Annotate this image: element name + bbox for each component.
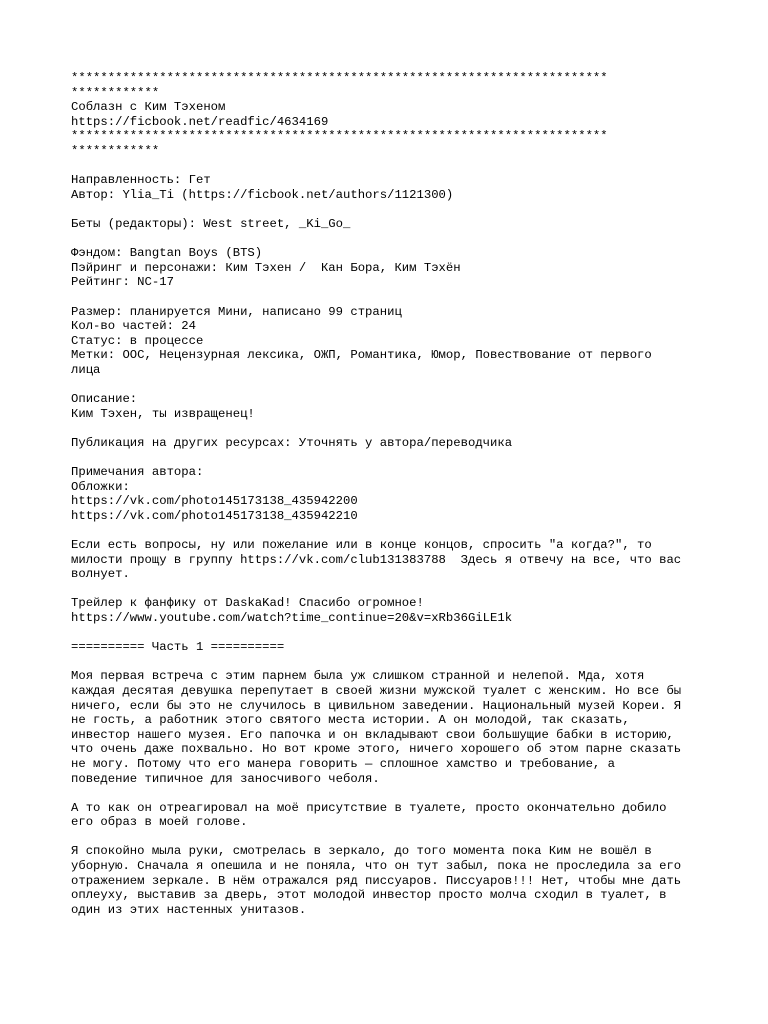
blank-line xyxy=(71,655,711,670)
text-line: Кол-во частей: 24 xyxy=(71,319,196,334)
text-line: инвестор нашего музея. Его папочка и он вкладывают свои большущие бабки в историю, xyxy=(71,727,674,742)
blank-line xyxy=(71,626,711,641)
text-line: https://www.youtube.com/watch?time_continue=20&v=xRb36GiLE1k xyxy=(71,610,513,625)
text-line: Рейтинг: NC-17 xyxy=(71,275,174,290)
text-line: А то как он отреагировал на моё присутствие в туалете, просто окончательно добило xyxy=(71,800,667,815)
text-line: ************************************************************************* xyxy=(71,129,608,144)
text-line: лица xyxy=(71,362,101,377)
blank-line xyxy=(71,232,711,247)
text-line: оплеуху, выставив за дверь, этот молодой инвестор просто молча сходил в туалет, в xyxy=(71,888,667,903)
text-line: Метки: OOC, Нецензурная лексика, ОЖП, Романтика, Юмор, Повествование от первого xyxy=(71,348,652,363)
text-line: Трейлер к фанфику от DaskaKad! Спасибо огромное! xyxy=(71,596,424,611)
text-line: https://ficbook.net/readfic/4634169 xyxy=(71,114,329,129)
text-line: ничего, если бы это не случилось в цивильном заведении. Национальный музей Кореи. Я xyxy=(71,698,682,713)
document-page xyxy=(71,71,711,917)
blank-line xyxy=(71,159,711,174)
text-line: милости прощу в группу https://vk.com/club131383788 Здесь я отвечу на все, что вас xyxy=(71,552,682,567)
text-line: ************ xyxy=(71,143,160,158)
text-line: Фэндом: Bangtan Boys (BTS) xyxy=(71,246,263,261)
text-line: ************ xyxy=(71,85,160,100)
text-line: уборную. Сначала я опешила и не поняла, что он тут забыл, пока не проследила за его xyxy=(71,859,682,874)
text-line: ========== Часть 1 ========== xyxy=(71,640,285,655)
text-line: Моя первая встреча с этим парнем была уж слишком странной и нелепой. Мда, хотя xyxy=(71,669,645,684)
text-line: не гость, а работник этого святого места истории. А он молодой, так сказать, xyxy=(71,713,630,728)
text-line: Направленность: Гет xyxy=(71,173,211,188)
text-line: https://vk.com/photo145173138_435942210 xyxy=(71,508,358,523)
text-line: Пэйринг и персонажи: Ким Тэхен / Кан Бора, Ким Тэхён xyxy=(71,260,461,275)
text-line: Беты (редакторы): West street, _Ki_Go_ xyxy=(71,216,351,231)
text-line: волнует. xyxy=(71,567,130,582)
blank-line xyxy=(71,582,711,597)
text-line: его образ в моей голове. xyxy=(71,815,248,830)
text-line: Ким Тэхен, ты извращенец! xyxy=(71,406,255,421)
text-line: поведение типичное для заносчивого чеболя. xyxy=(71,771,380,786)
text-line: Обложки: xyxy=(71,479,130,494)
text-line: https://vk.com/photo145173138_435942200 xyxy=(71,494,358,509)
text-line: не могу. Потому что его манера говорить — сплошное хамство и требование, а xyxy=(71,756,615,771)
text-line: каждая десятая девушка перепутает в своей жизни мужской туалет с женским. Но все бы xyxy=(71,683,682,698)
text-line: Статус: в процессе xyxy=(71,333,204,348)
blank-line xyxy=(71,450,711,465)
blank-line xyxy=(71,830,711,845)
text-line: Автор: Ylia_Ti (https://ficbook.net/authors/1121300) xyxy=(71,187,454,202)
text-line: отражением зеркале. В нём отражался ряд писсуаров. Писсуаров!!! Нет, чтобы мне дать xyxy=(71,873,682,888)
text-line: Я спокойно мыла руки, смотрелась в зеркало, до того момента пока Ким не вошёл в xyxy=(71,844,652,859)
text-line: один из этих настенных унитазов. xyxy=(71,902,307,917)
blank-line xyxy=(71,290,711,305)
text-line: Соблазн с Ким Тэхеном xyxy=(71,100,226,115)
text-line: что очень даже похвально. Но вот кроме этого, ничего хорошего об этом парне сказать xyxy=(71,742,682,757)
blank-line xyxy=(71,202,711,217)
text-line: Публикация на других ресурсах: Уточнять у автора/переводчика xyxy=(71,435,513,450)
blank-line xyxy=(71,377,711,392)
text-line: Если есть вопросы, ну или пожелание или в конце концов, спросить "а когда?", то xyxy=(71,538,652,552)
blank-line xyxy=(71,523,711,538)
blank-line xyxy=(71,786,711,801)
blank-line xyxy=(71,421,711,436)
text-line: Описание: xyxy=(71,392,138,407)
text-line: ************************************************************************* xyxy=(71,71,608,85)
text-line: Размер: планируется Мини, написано 99 страниц xyxy=(71,304,402,319)
text-line: Примечания автора: xyxy=(71,465,204,480)
